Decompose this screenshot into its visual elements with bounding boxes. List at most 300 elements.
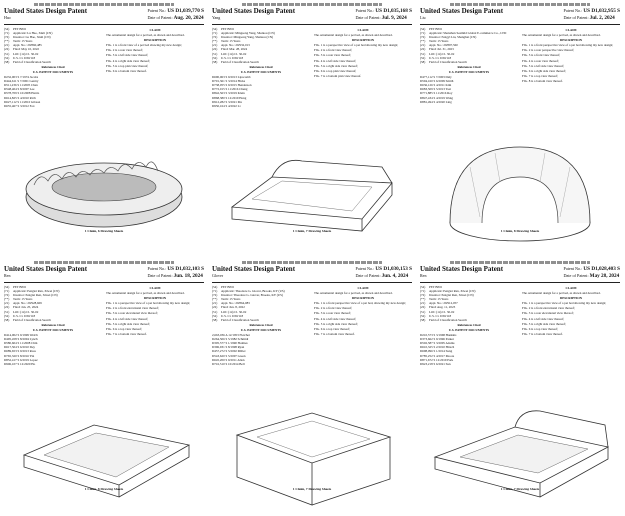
figure-description: FIG. 5 is a left side view thereof; [522, 63, 565, 68]
patent-date-label: Date of Patent: [147, 272, 173, 278]
field-text: Inventor: Penglei Ren, Xiwei (CN) [13, 293, 58, 298]
reference-entry: D842,563 S 3/2019 Klein [212, 91, 245, 96]
field-text: Filed: Mar. 28, 2024 [221, 47, 248, 52]
reference-entry: D906,107 S 12/2020 Ho [4, 361, 36, 366]
header-numbers [356, 266, 413, 279]
bibliographic-columns [212, 285, 412, 381]
header-title [4, 8, 87, 20]
field-code: (**) [4, 297, 10, 302]
reference-entry: D701,361 S 3/2014 Hicks [212, 79, 246, 84]
claim-title: CLAIM [357, 286, 369, 290]
field-code: (52) [420, 313, 426, 318]
field-text: Filed: May 10, 2022 [13, 47, 40, 52]
figure-description: FIG. 6 is a right side view thereof; [522, 68, 566, 73]
publication-title: United States Design Patent [212, 265, 296, 273]
patent-number: US D1,032,955 S [583, 8, 620, 14]
right-column [106, 27, 204, 123]
field-code: (54) [4, 285, 10, 289]
field-text: PET BED [13, 285, 26, 289]
reference-entry: D495,458 S 8/2004 Lynch [4, 337, 38, 342]
field-code: (52) [4, 55, 10, 60]
right-column [522, 27, 620, 123]
field-code: (72) [420, 293, 426, 298]
claim-title: CLAIM [149, 28, 161, 32]
bibliographic-columns [4, 27, 204, 123]
field-code: (52) [420, 55, 426, 60]
field-text: Field of Classification Search [221, 59, 259, 64]
field-text: Filed: Jun. 8, 2022 [221, 305, 245, 310]
field-text: Applicant: Penglei Ren, Xiwei (CN) [429, 289, 476, 294]
field-text: U.S. Cl. D30/118 [429, 313, 452, 318]
left-column [4, 27, 102, 123]
field-text: PET BED [429, 27, 442, 31]
reference-entry: D594,160 S 6/2009 Smith [420, 79, 454, 84]
inventor-surname: Yang [212, 15, 221, 20]
references-subtitle: U.S. PATENT DOCUMENTS [448, 327, 490, 332]
claim-text: The ornamental design for a pet bed, as shown and described. [522, 33, 601, 38]
patent-date-line [564, 15, 621, 22]
barcode [34, 3, 174, 6]
field-code: (71) [212, 31, 218, 36]
sofa-bed-drawing [420, 385, 620, 513]
figure-description: FIG. 3 is a left side view thereof; [106, 53, 149, 58]
header-rule [4, 282, 204, 283]
field-text: Inventor: Mingsong Yang, Shantou (CN) [221, 35, 274, 40]
figure-description: FIG. 7 is a bottom plan view thereof. [314, 73, 362, 78]
field-code: (22) [212, 47, 218, 52]
publication-title: United States Design Patent [4, 7, 88, 15]
reference-entry: D305,577 S 1/1990 Holmes [212, 341, 248, 346]
drawing-caption: 1 Claim, 7 Drawing Sheets [292, 487, 332, 491]
figure-description: FIG. 4 is a left side view thereof; [314, 58, 357, 63]
patent-header [212, 266, 412, 281]
references-title: References Cited [41, 322, 65, 327]
patent-date: Aug. 20, 2024 [173, 14, 204, 21]
field-code: (22) [4, 47, 10, 52]
field-code: (21) [4, 43, 10, 48]
inventor-surname: Hao [4, 15, 11, 20]
figure-description: FIG. 2 is a rear perspective view thereof; [522, 48, 575, 53]
field-code: (71) [420, 289, 426, 294]
reference-entry: D912,282 S 3/2021 Ma [212, 99, 242, 104]
publication-title: United States Design Patent [212, 7, 296, 15]
reference-entry: D511,236 S 11/2005 Chen [4, 83, 38, 88]
field-text: U.S. Cl. D30/118 [13, 55, 36, 60]
patent-date-label: Date of Patent: [147, 14, 173, 20]
patent-number: US D1,039,770 S [167, 8, 204, 14]
reference-entry: D373,662 S 9/1996 Parker [420, 337, 454, 342]
references-title: References Cited [249, 322, 273, 327]
reference-entry: D232,003 S 7/1974 Jacobs [4, 75, 39, 80]
claim-title: CLAIM [357, 28, 369, 32]
references-subtitle: U.S. PATENT DOCUMENTS [32, 327, 74, 332]
biblio-field [212, 60, 310, 64]
field-text: Inventor: Fengyi Liu, Shanghai (CN) [429, 35, 477, 40]
description-title: DESCRIPTION [351, 296, 375, 301]
header-title [212, 266, 295, 278]
header-numbers [356, 8, 413, 21]
field-code: (21) [4, 301, 10, 306]
patent-date-line [148, 273, 205, 280]
field-text: Applicant: Shenzhen Seamild Global E-commerce Co., LTD [429, 31, 507, 36]
description-title: DESCRIPTION [351, 38, 375, 43]
field-code: (**) [420, 297, 426, 302]
reference-entry: D396,931 S 8/1998 Ryan [212, 345, 245, 350]
patent-date-label: Date of Patent: [355, 272, 381, 278]
field-code: (54) [4, 27, 10, 31]
drawing-caption: 1 Claim, 8 Drawing Sheets [500, 229, 540, 233]
reference-entry: D868,380 S 12/2019 Hong [212, 95, 247, 100]
patent-number-label: Patent No.: [147, 8, 167, 13]
field-code: (58) [212, 317, 218, 322]
bolster-bed-drawing [4, 385, 204, 513]
field-code: (52) [4, 313, 10, 318]
field-code: (54) [420, 285, 426, 289]
patent-page-2 [208, 0, 416, 258]
field-text: Appl. No.: 29/864,083 [221, 301, 250, 306]
reference-entry: D645,200 S 9/2011 Allen [212, 357, 245, 362]
field-text: Field of Classification Search [429, 317, 467, 322]
reference-entry: D698,096 S 1/2014 Sung [420, 349, 453, 354]
header-numbers [148, 266, 205, 279]
field-text: Filed: Jan. 25, 2024 [13, 305, 39, 310]
field-code: (52) [212, 313, 218, 318]
figure-description: FIG. 2 is a front view thereof; [314, 306, 353, 311]
field-text: Appl. No.: 29/897,560 [429, 43, 458, 48]
box-bed-drawing [212, 385, 412, 513]
patent-number: US D1,032,103 S [167, 266, 204, 272]
reference-entry: D738,055 S 9/2015 Henderson [212, 83, 252, 88]
patent-date: Jun. 18, 2024 [173, 272, 203, 279]
patent-number-label: Patent No.: [355, 8, 375, 13]
patent-header [420, 266, 620, 281]
field-text: Appl. No.: 29/860,485 [13, 43, 42, 48]
figure-description: FIG. 6 is a bottom view thereof. [106, 68, 147, 73]
figure-description: FIG. 3 is a rear view thereof; [314, 311, 351, 316]
patent-number-label: Patent No.: [563, 266, 583, 271]
field-code: (54) [212, 27, 218, 31]
reference-entry: D610,325 S 2/2010 Hirsch [420, 345, 455, 350]
reference-entry: D852,417 S 6/2019 Lopez [4, 357, 38, 362]
patent-date: Jul. 2, 2024 [589, 14, 615, 21]
reference-entry: D765,320 S 8/2016 Yin [4, 353, 35, 358]
field-code: (22) [420, 305, 426, 310]
field-code: (51) [212, 309, 218, 314]
figure-description: FIG. 1 is a front perspective view of a pet bed, showing my new design; [314, 301, 406, 306]
field-text: Applicant: Theodore G. Glover, Brooks, KY (US) [221, 289, 285, 294]
figure-description: FIG. 4 is a left side view thereof; [106, 316, 149, 321]
patent-page-5 [208, 258, 416, 516]
inventor-surname: Ren [4, 273, 11, 278]
field-code: (54) [212, 285, 218, 289]
field-text: LOC (14) Cl. 30-02 [429, 309, 455, 314]
field-text: Appl. No.: 29/932,013 [221, 43, 250, 48]
patent-header [212, 8, 412, 23]
patent-header [4, 8, 204, 23]
header-title [420, 266, 503, 278]
reference-entry: D689,653 S 9/2013 Ross [4, 349, 36, 354]
reference-entry: D614,825 S 4/2010 Rich [4, 95, 36, 100]
design-drawing [4, 385, 204, 513]
field-code: (21) [420, 43, 426, 48]
figure-description: FIG. 6 is a top plan view thereof; [314, 68, 357, 73]
header-numbers [564, 8, 621, 21]
figure-description: FIG. 3 is a rear elevational view thereof; [522, 311, 574, 316]
field-text: Term: 15 Years [13, 39, 33, 44]
figure-description: FIG. 6 is a top view thereof; [522, 326, 559, 331]
reference-entry: D683,509 S 5/2013 Tsai [420, 87, 451, 92]
patent-date-line [564, 273, 621, 280]
drawing-caption: 1 Claim, 7 Drawing Sheets [292, 229, 332, 233]
left-column [212, 27, 310, 123]
left-column [212, 285, 310, 381]
reference-entry: D444,611 S 7/2001 Gentry [4, 79, 39, 84]
field-text: PET BED [429, 285, 442, 289]
figure-description: FIG. 5 is a right side view thereof; [314, 63, 358, 68]
drawing-caption: 1 Claim, 8 Drawing Sheets [84, 487, 124, 491]
field-code: (58) [4, 317, 10, 322]
figure-description: FIG. 3 is a rear elevational view thereof; [106, 311, 158, 316]
patent-page-6 [416, 258, 624, 516]
biblio-field [420, 60, 518, 64]
reference-entry: D785,252 S 4/2017 Moore [420, 353, 455, 358]
figure-description: FIG. 8 is a bottom view thereof. [522, 78, 563, 83]
figure-description: FIG. 4 is a left side view thereof; [522, 316, 565, 321]
biblio-field [4, 60, 102, 64]
field-code: (58) [4, 59, 10, 64]
field-code: (51) [4, 51, 10, 56]
field-code: (58) [212, 59, 218, 64]
field-code: (22) [4, 305, 10, 310]
figure-description: FIG. 2 is a front elevational view thereof; [522, 306, 575, 311]
field-code: (72) [4, 293, 10, 298]
figure-description: FIG. 1 is a perspective view of a pet bed showing my new design; [106, 301, 191, 306]
figure-description: FIG. 5 is a right side view thereof; [106, 321, 150, 326]
header-rule [212, 282, 412, 283]
field-code: (72) [212, 293, 218, 298]
field-text: Filed: Aug. 11, 2023 [429, 305, 456, 310]
patent-date-line [356, 273, 413, 280]
field-text: LOC (14) Cl. 30-02 [429, 51, 455, 56]
figure-description: FIG. 7 is a bottom view thereof. [522, 331, 563, 336]
dome-bed-drawing [420, 127, 620, 255]
patent-header [420, 8, 620, 23]
inventor-surname: Glover [212, 273, 224, 278]
references-subtitle: U.S. PATENT DOCUMENTS [448, 69, 490, 74]
claim-text: The ornamental design for a pet bed, as shown and described. [106, 291, 185, 296]
header-rule [4, 24, 204, 25]
drawing-caption: 1 Claim, 6 Drawing Sheets [84, 229, 124, 233]
patent-date-label: Date of Patent: [355, 14, 381, 20]
reference-entry: D477,112 S 7/2003 Daly [420, 75, 452, 80]
field-text: U.S. Cl. D30/118 [13, 313, 36, 318]
figure-description: FIG. 4 is a right side view thereof; [106, 58, 150, 63]
reference-entry: D580,604 S 11/2008 Chin [4, 341, 38, 346]
figure-description: FIG. 1 is a front view of a pet bed showing my new design; [106, 43, 182, 48]
field-code: (21) [212, 301, 218, 306]
field-code: (51) [420, 309, 426, 314]
references-subtitle: U.S. PATENT DOCUMENTS [240, 327, 282, 332]
reference-entry: D690,063 S 9/2013 Lipscomb [212, 75, 251, 80]
reference-entry: D772,015 S 11/2016 Cheng [212, 87, 248, 92]
field-code: (71) [420, 31, 426, 36]
header-title [420, 8, 503, 20]
reference-entry: D414,002 S 9/1999 Welch [4, 333, 38, 338]
header-rule [212, 24, 412, 25]
design-drawing [420, 385, 620, 513]
field-text: PET BED [221, 285, 234, 289]
reference-entry: D548,404 S 8/2007 Lee [4, 87, 35, 92]
figure-description: FIG. 5 is a right side view thereof; [314, 321, 358, 326]
reference-entry: D627,112 S 11/2010 Gibson [4, 99, 41, 104]
claim-title: CLAIM [149, 286, 161, 290]
patent-number-label: Patent No.: [563, 8, 583, 13]
left-column [4, 285, 102, 381]
figure-description: FIG. 5 is a top plan view thereof; [106, 63, 149, 68]
field-code: (72) [4, 35, 10, 40]
header-rule [420, 24, 620, 25]
field-text: LOC (14) Cl. 30-02 [13, 51, 39, 56]
figure-description: FIG. 1 is a perspective view of a pet bed showing my new design; [314, 43, 399, 48]
reference-entry: D655,467 S 3/2012 Fox [4, 103, 35, 108]
figure-description: FIG. 2 is a front view thereof; [314, 48, 353, 53]
left-column [420, 27, 518, 123]
claim-text: The ornamental design for a pet bed, as shown and described. [314, 291, 393, 296]
claim-text: The ornamental design for a pet bed, as shown and described. [106, 33, 185, 38]
references-title: References Cited [249, 64, 273, 69]
biblio-field [420, 318, 518, 322]
reference-entry: D881,494 S 4/2020 Ling [420, 99, 452, 104]
field-code: (58) [420, 317, 426, 322]
patent-date-label: Date of Patent: [563, 272, 589, 278]
field-text: Field of Classification Search [221, 317, 259, 322]
field-code: (71) [4, 289, 10, 294]
header-numbers [148, 8, 205, 21]
patent-date: Jun. 4, 2024 [381, 272, 409, 279]
figure-description: FIG. 7 is a bottom view thereof. [106, 331, 147, 336]
figure-description: FIG. 7 is a bottom view thereof. [314, 331, 355, 336]
field-text: Applicant: Lu Hao, Xiuli (CN) [13, 31, 53, 36]
field-text: Applicant: Mingsong Yang, Shantou (CN) [221, 31, 275, 36]
field-code: (51) [420, 51, 426, 56]
field-code: (71) [212, 289, 218, 294]
field-text: Term: 15 Years [221, 39, 241, 44]
barcode [450, 3, 590, 6]
field-text: Appl. No.: 29/928,609 [13, 301, 42, 306]
reference-entry: D716,510 S 10/2014 Bell [212, 361, 245, 366]
design-drawing [212, 385, 412, 513]
publication-title: United States Design Patent [420, 7, 504, 15]
patent-date-label: Date of Patent: [563, 14, 589, 20]
patent-date-line [356, 15, 413, 22]
header-rule [420, 282, 620, 283]
field-text: Inventor: Theodore G. Glover, Brooks, KY (US) [221, 293, 283, 298]
design-drawing [4, 127, 204, 255]
field-text: Applicant: Penglei Ren, Xiwei (CN) [13, 289, 60, 294]
reference-entry: D578,709 S 10/2008 Harris [4, 91, 40, 96]
reference-entry: D950,164 S 4/2022 Li [212, 103, 241, 108]
figure-description: FIG. 6 is a top view thereof; [314, 326, 351, 331]
reference-entry: D457,272 S 5/2002 Miller [212, 349, 246, 354]
inventor-surname: Liu [420, 15, 426, 20]
right-column [106, 285, 204, 381]
figure-description: FIG. 4 is a rear view thereof; [522, 58, 559, 63]
patent-number: US D1,030,153 S [375, 266, 412, 272]
patent-date-line [148, 15, 205, 22]
field-code: (21) [212, 43, 218, 48]
description-title: DESCRIPTION [559, 38, 583, 43]
references-subtitle: U.S. PATENT DOCUMENTS [240, 69, 282, 74]
patent-date: Jul. 9, 2024 [381, 14, 407, 21]
field-code: (71) [4, 31, 10, 36]
field-code: (51) [4, 309, 10, 314]
field-code: (**) [212, 297, 218, 302]
field-text: Term: 15 Years [13, 297, 33, 302]
header-title [212, 8, 295, 20]
header-numbers [564, 266, 621, 279]
biblio-field [212, 318, 310, 322]
reference-entry: D923,218 S 6/2021 Sun [420, 361, 451, 366]
field-text: U.S. Cl. D30/118 [429, 55, 452, 60]
field-code: (21) [420, 301, 426, 306]
figure-description: FIG. 2 is a front elevational view thereof; [106, 306, 159, 311]
patent-number-label: Patent No.: [355, 266, 375, 271]
header-title [4, 266, 87, 278]
field-text: Filed: Jul. 31, 2023 [429, 47, 454, 52]
round-plush-bed-drawing [4, 127, 204, 255]
references-title: References Cited [41, 64, 65, 69]
field-text: Inventor: Lu Hao, Xiuli (CN) [13, 35, 51, 40]
description-title: DESCRIPTION [559, 296, 583, 301]
field-text: Term: 15 Years [221, 297, 241, 302]
barcode [242, 261, 382, 264]
field-text: Term: 15 Years [429, 297, 449, 302]
figure-description: FIG. 4 is a left side view thereof; [314, 316, 357, 321]
field-text: Appl. No.: 29/912,057 [429, 301, 458, 306]
reference-entry: D543,620 S 5/2007 Green [212, 353, 246, 358]
field-text: LOC (14) Cl. 30-02 [13, 309, 39, 314]
right-column [314, 27, 412, 123]
claim-title: CLAIM [565, 286, 577, 290]
bibliographic-columns [420, 27, 620, 123]
figure-description: FIG. 3 is a front view thereof; [522, 53, 561, 58]
field-text: LOC (14) Cl. 30-02 [221, 309, 247, 314]
patent-date: May 28, 2024 [589, 272, 620, 279]
patent-number-label: Patent No.: [147, 266, 167, 271]
barcode [34, 261, 174, 264]
field-text: Field of Classification Search [13, 59, 51, 64]
reference-entry: D210,573 S 3/1968 Hankins [420, 333, 457, 338]
field-text: Term: 15 Years [429, 39, 449, 44]
barcode [242, 3, 382, 6]
field-code: (**) [420, 39, 426, 44]
reference-entry: 2,663,036 A 12/1953 Fletcher [212, 333, 250, 338]
figure-description: FIG. 7 is a top view thereof; [522, 73, 559, 78]
reference-entry: D636,126 S 4/2011 Kim [420, 83, 452, 88]
field-code: (72) [212, 35, 218, 40]
reference-entry: D871,672 S 12/2019 Park [420, 357, 454, 362]
field-code: (**) [212, 39, 218, 44]
publication-title: United States Design Patent [420, 265, 504, 273]
patent-page-3 [416, 0, 624, 258]
references-subtitle: U.S. PATENT DOCUMENTS [32, 69, 74, 74]
references-title: References Cited [457, 64, 481, 69]
reference-entry: D617,504 S 6/2010 Dey [4, 345, 35, 350]
field-code: (58) [420, 59, 426, 64]
bibliographic-columns [4, 285, 204, 381]
field-code: (**) [4, 39, 10, 44]
field-code: (51) [212, 51, 218, 56]
